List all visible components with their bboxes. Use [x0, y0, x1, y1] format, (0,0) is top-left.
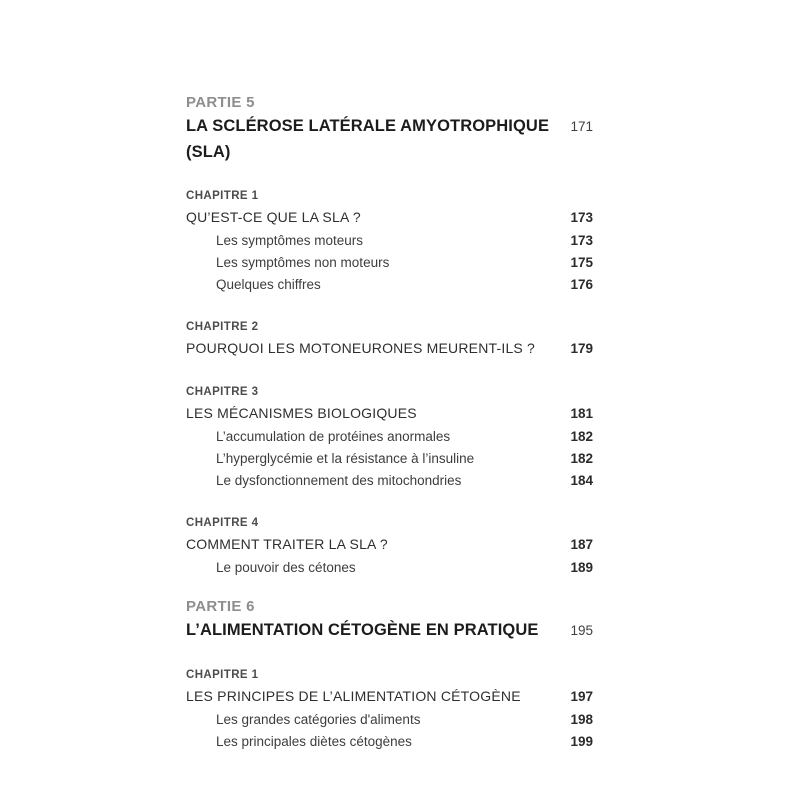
page-number: 199	[570, 734, 593, 749]
subentry-title: L’accumulation de protéines anormales	[216, 429, 451, 444]
page-number: 198	[570, 712, 593, 727]
subentry-title: Quelques chiffres	[216, 277, 321, 292]
subentry-title: Les symptômes moteurs	[216, 233, 364, 248]
page-number: 179	[570, 341, 593, 356]
chapter-title: LES PRINCIPES DE L’ALIMENTATION CÉTOGÈNE	[186, 688, 521, 704]
page-number: 184	[570, 473, 593, 488]
page-number: 173	[570, 233, 593, 248]
chapter-title: COMMENT TRAITER LA SLA ?	[186, 536, 388, 552]
table-of-contents	[186, 93, 593, 753]
toc-entry-row	[186, 532, 593, 557]
chapter-label: CHAPITRE 1	[186, 669, 259, 681]
toc-subentry-row	[186, 448, 593, 470]
toc-entry-row	[186, 205, 593, 230]
toc-subentry-row	[186, 470, 593, 492]
page-number: 195	[570, 623, 593, 638]
toc-entry-row	[186, 617, 593, 644]
toc-subentry-row	[186, 252, 593, 274]
chapter-title: POURQUOI LES MOTONEURONES MEURENT-ILS ?	[186, 340, 536, 356]
page-number: 175	[570, 255, 593, 270]
chapter-label: CHAPITRE 4	[186, 517, 259, 529]
subentry-title: Le dysfonctionnement des mitochondries	[216, 473, 462, 488]
subentry-title: Les symptômes non moteurs	[216, 255, 390, 270]
toc-chapter-section	[186, 318, 593, 361]
page-number: 182	[570, 429, 593, 444]
toc-chapter-section	[186, 187, 593, 296]
toc-chapter-section	[186, 666, 593, 753]
part-label: PARTIE 6	[186, 598, 255, 615]
chapter-title: LES MÉCANISMES BIOLOGIQUES	[186, 405, 417, 421]
toc-part-section	[186, 597, 593, 644]
toc-entry-row	[186, 401, 593, 426]
page-number: 173	[570, 210, 593, 225]
page-number: 182	[570, 451, 593, 466]
part-label: PARTIE 5	[186, 94, 255, 111]
part-title: LA SCLÉROSE LATÉRALE AMYOTROPHIQUE (SLA)	[186, 117, 550, 161]
toc-entry-row	[186, 113, 593, 165]
toc-subentry-row	[186, 274, 593, 296]
chapter-label: CHAPITRE 2	[186, 321, 259, 333]
page-number: 181	[570, 406, 593, 421]
subentry-title: Les principales diètes cétogènes	[216, 734, 412, 749]
chapter-title: QU’EST-CE QUE LA SLA ?	[186, 209, 361, 225]
toc-subentry-row	[186, 731, 593, 753]
part-title: L’ALIMENTATION CÉTOGÈNE EN PRATIQUE	[186, 621, 539, 639]
subentry-title: Les grandes catégories d'aliments	[216, 712, 421, 727]
toc-chapter-section	[186, 383, 593, 492]
toc-subentry-row	[186, 709, 593, 731]
subentry-title: Le pouvoir des cétones	[216, 560, 356, 575]
page-number: 171	[570, 119, 593, 134]
toc-chapter-section	[186, 514, 593, 579]
page-number: 189	[570, 560, 593, 575]
toc-subentry-row	[186, 230, 593, 252]
page-number: 187	[570, 537, 593, 552]
chapter-label: CHAPITRE 1	[186, 190, 259, 202]
chapter-label: CHAPITRE 3	[186, 386, 259, 398]
toc-subentry-row	[186, 426, 593, 448]
toc-entry-row	[186, 336, 593, 361]
page-number: 197	[570, 689, 593, 704]
subentry-title: L’hyperglycémie et la résistance à l’insuline	[216, 451, 475, 466]
toc-entry-row	[186, 684, 593, 709]
toc-subentry-row	[186, 557, 593, 579]
toc-part-section	[186, 93, 593, 165]
page-number: 176	[570, 277, 593, 292]
